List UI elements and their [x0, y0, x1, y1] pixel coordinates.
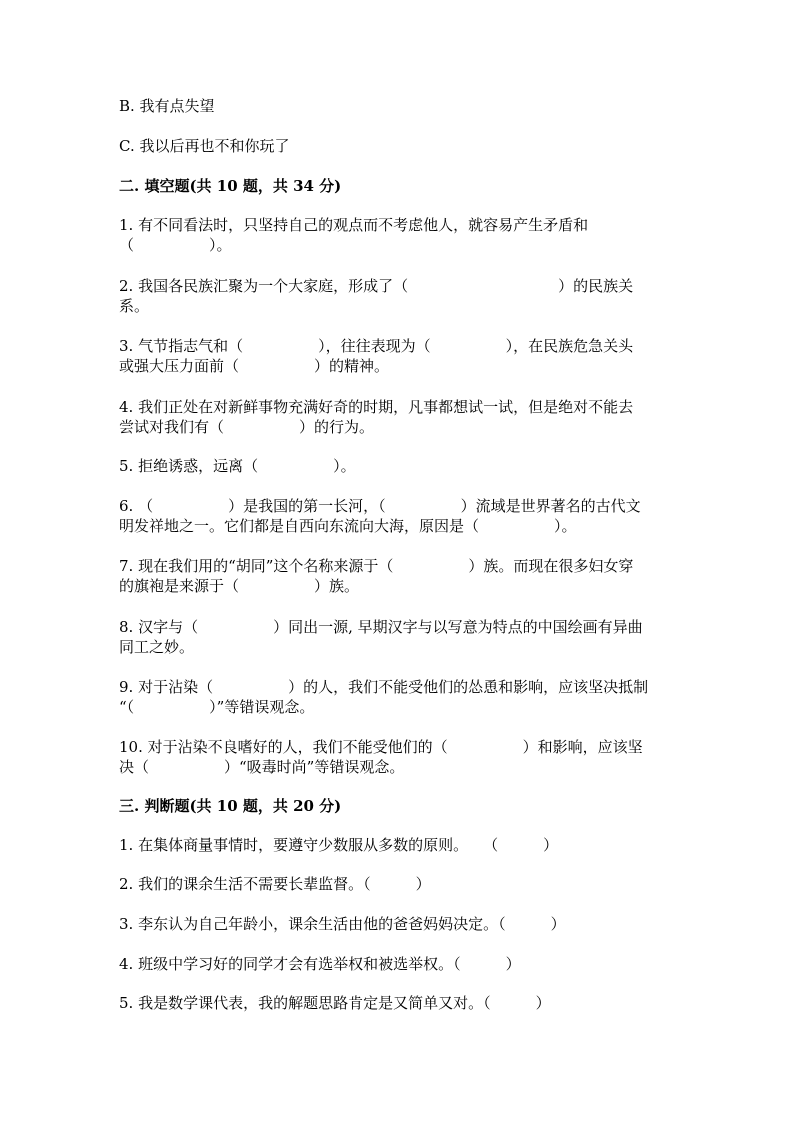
question-line: “（ ）”等错误观念。	[119, 698, 315, 716]
question-line: 5. 我是数学课代表，我的解题思路肯定是又简单又对。（ ）	[119, 994, 551, 1012]
question-line: 3. 李东认为自己年龄小，课余生活由他的爸爸妈妈决定。（ ）	[119, 915, 566, 933]
question-line: 6. （ ）是我国的第一长河，（ ）流域是世界著名的古代文	[119, 497, 641, 515]
option-c: C. 我以后再也不和你玩了	[119, 137, 290, 155]
question-line: 的旗袍是来源于（ ）族。	[119, 577, 360, 595]
question-line: 2. 我们的课余生活不需要长辈监督。（ ）	[119, 875, 431, 893]
question-line: 8. 汉字与（ ）同出一源, 早期汉字与以写意为特点的中国绘画有异曲	[119, 618, 643, 636]
option-b: B. 我有点失望	[119, 97, 215, 115]
question-line: 决（ ）“吸毒时尚”等错误观念。	[119, 758, 405, 776]
question-line: 2. 我国各民族汇聚为一个大家庭，形成了（ ）的民族关	[119, 277, 634, 295]
section-heading-fill-in: 二. 填空题(共 10 题，共 34 分)	[119, 177, 342, 195]
question-line: 尝试对我们有（ ）的行为。	[119, 418, 375, 436]
question-line: 4. 我们正处在对新鲜事物充满好奇的时期，凡事都想试一试，但是绝对不能去	[119, 398, 634, 416]
question-line: 或强大压力面前（ ）的精神。	[119, 357, 390, 375]
question-line: 1. 在集体商量事情时，要遵守少数服从多数的原则。 （ ）	[119, 836, 559, 854]
question-line: 3. 气节指志气和（ ），往往表现为（ ），在民族危急关头	[119, 337, 634, 355]
question-line: 同工之妙。	[119, 638, 195, 656]
question-line: 10. 对于沾染不良嗜好的人，我们不能受他们的（ ）和影响，应该坚	[119, 738, 643, 756]
question-line: 明发祥地之一。它们都是自西向东流向大海，原因是（ ）。	[119, 517, 577, 535]
question-line: 1. 有不同看法时，只坚持自己的观点而不考虑他人，就容易产生矛盾和	[119, 216, 589, 234]
question-line: （ ）。	[119, 236, 232, 254]
question-line: 系。	[119, 297, 150, 315]
question-line: 9. 对于沾染（ ）的人，我们不能受他们的怂恿和影响，应该坚决抵制	[119, 678, 649, 696]
question-line: 7. 现在我们用的“胡同”这个名称来源于（ ）族。而现在很多妇女穿	[119, 557, 634, 575]
question-line: 5. 拒绝诱惑，远离（ ）。	[119, 457, 356, 475]
section-heading-true-false: 三. 判断题(共 10 题，共 20 分)	[119, 797, 342, 815]
question-line: 4. 班级中学习好的同学才会有选举权和被选举权。（ ）	[119, 955, 521, 973]
